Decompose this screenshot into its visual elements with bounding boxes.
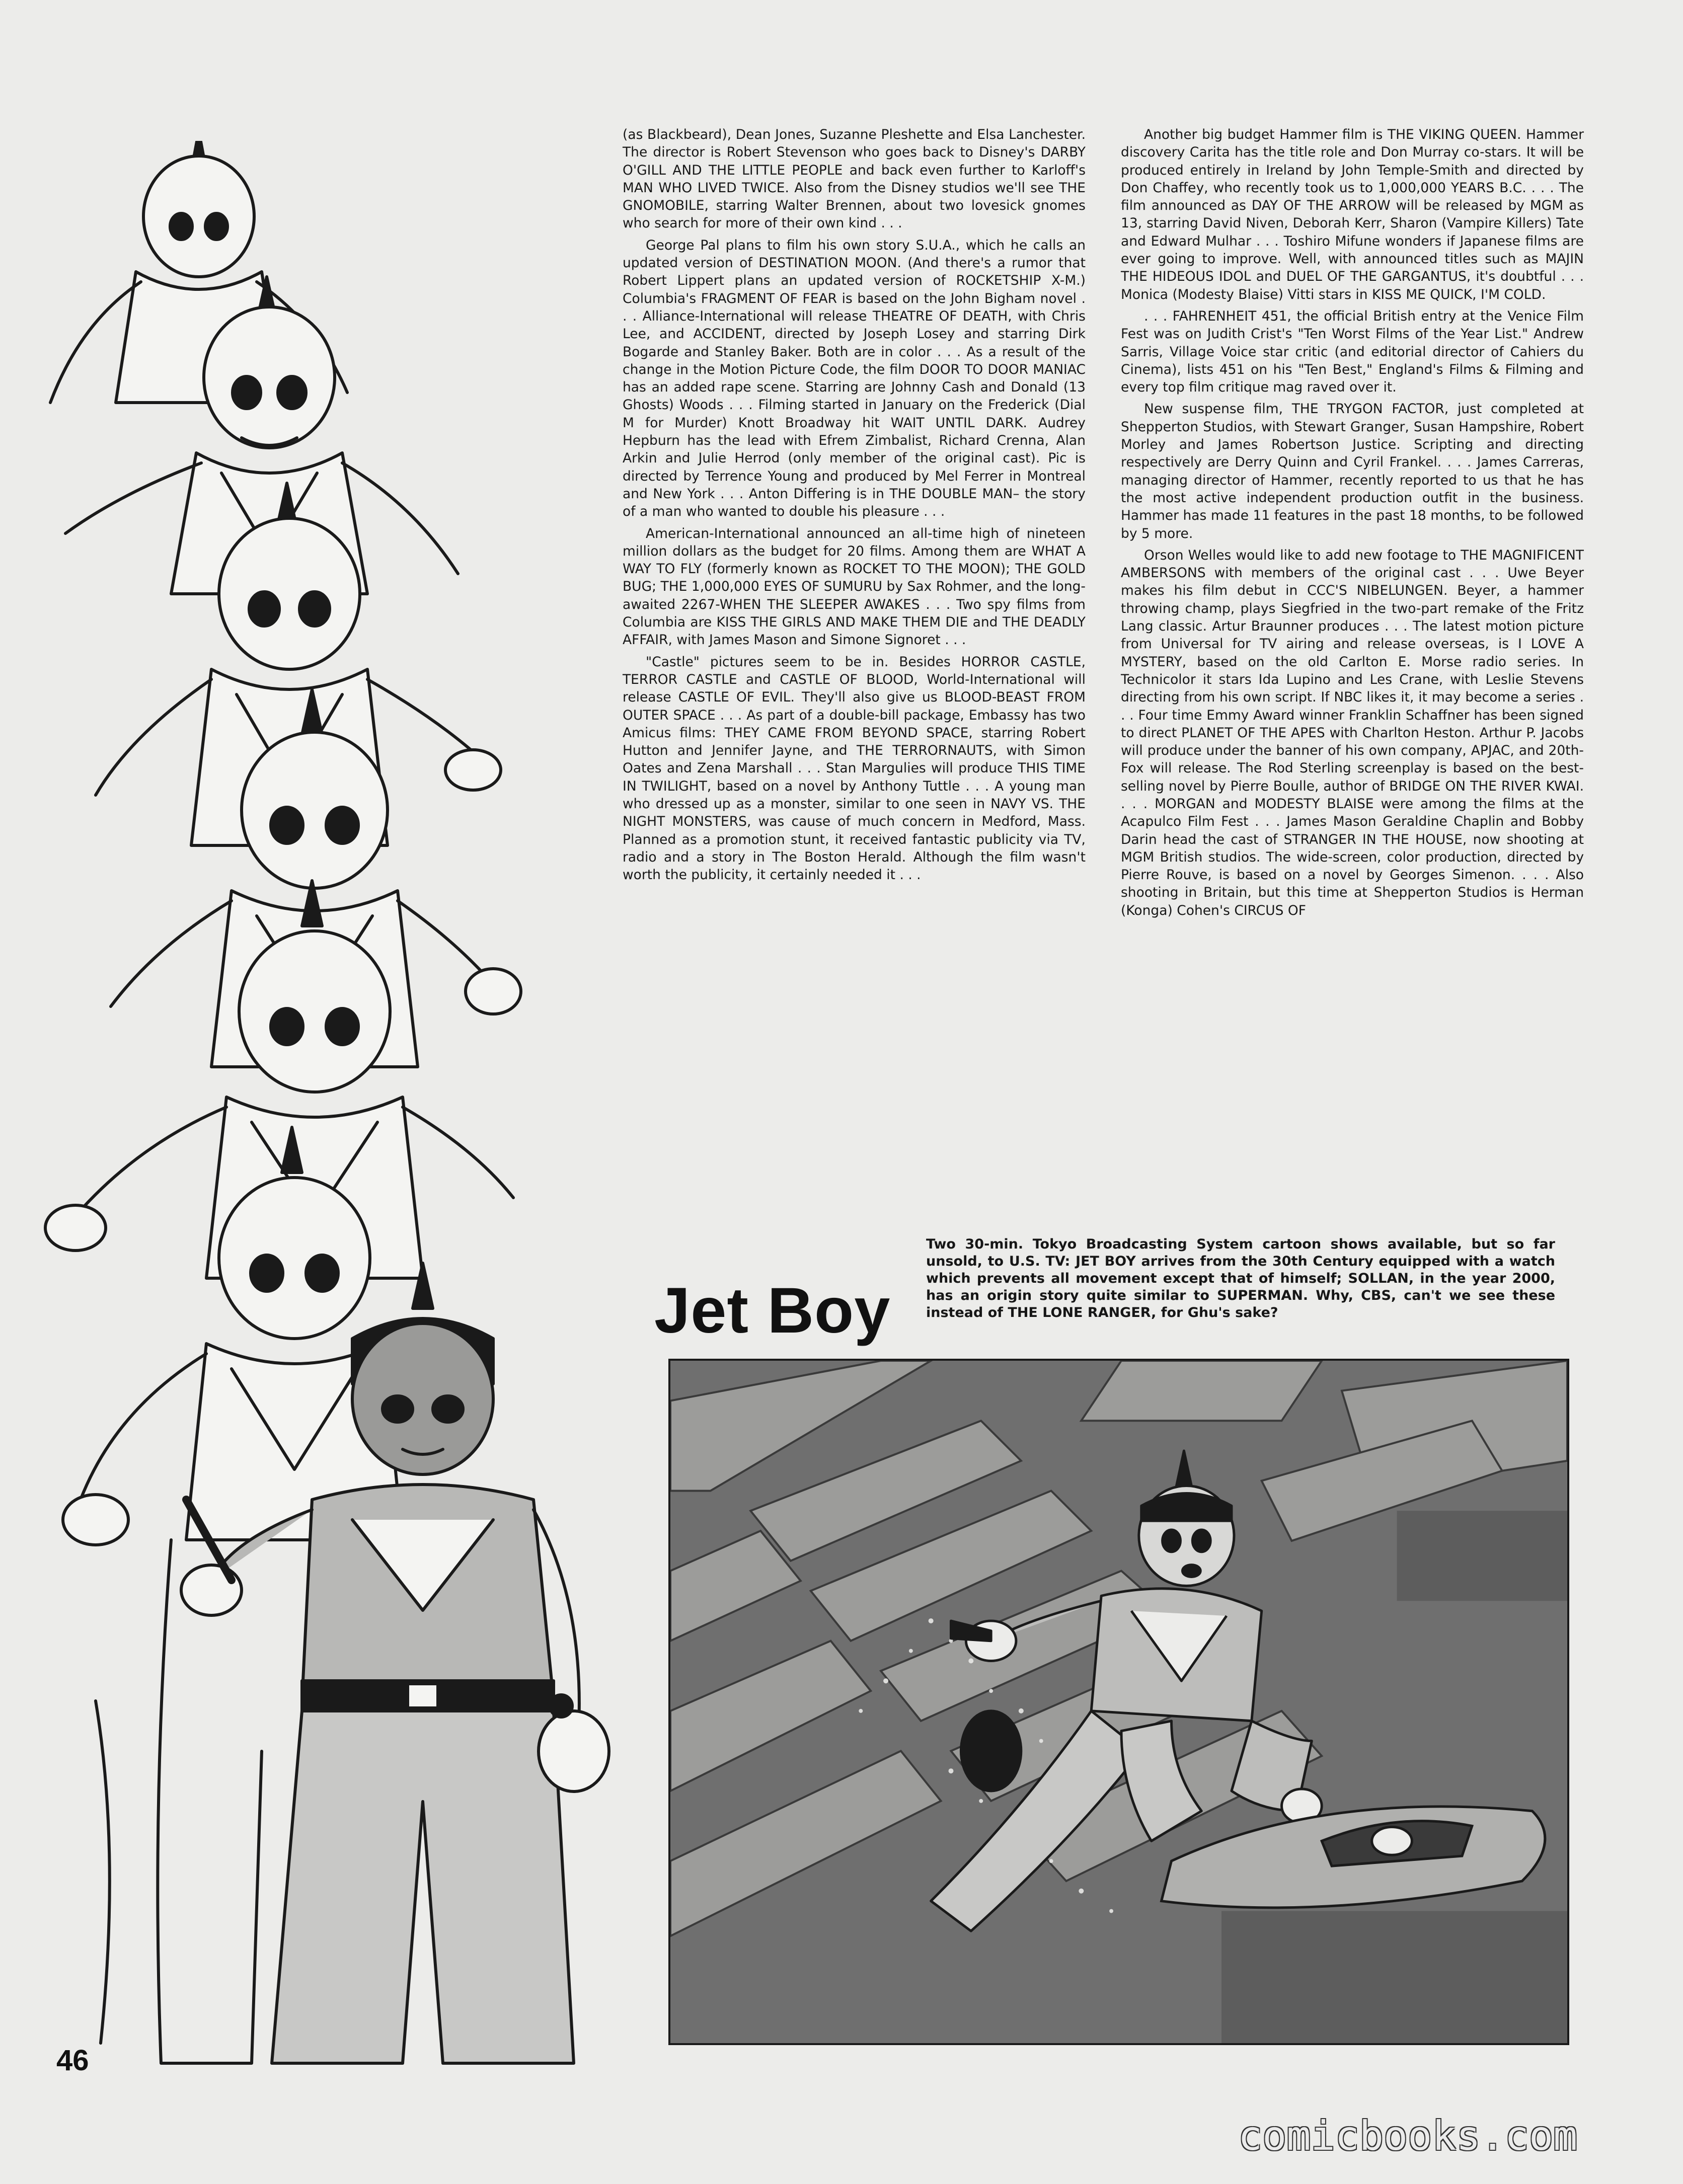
- article-paragraph: American-International announced an all-time high of nineteen million dollars as the budget for 20 films. Among them are WHAT A WAY TO FLY (formerly known as ROCKET TO THE MOON); THE GOLD BUG; THE 1,000,000 EYES OF SUMURU by Sax Rohmer, and the long-awaited 2267-WHEN THE SLEEPER AWAKES . . . Two spy films from Columbia are KISS THE GIRLS AND MAKE THEM DIE and THE DEADLY AFFAIR, with James Mason and Simone Signoret . . .: [623, 525, 1086, 648]
- page-number: 46: [56, 2044, 89, 2077]
- article-column-1: [623, 126, 1086, 1223]
- jet-boy-sequence-svg: [20, 141, 624, 2088]
- jet-boy-photo-svg: [670, 1361, 1567, 2043]
- article-paragraph: "Castle" pictures seem to be in. Besides HORROR CASTLE, TERROR CASTLE and CASTLE OF BLOOD, World-International will release CASTLE OF EVIL. They'll also give us BLOOD-BEAST FROM OUTER SPACE . . . As part of a double-bill package, Embassy has two Amicus films: THEY CAME FROM BEYOND SPACE, starring Robert Hutton and Jennifer Jayne, and THE TERRORNAUTS, with Simon Oates and Zena Marshall . . . Stan Margulies will produce THIS TIME IN TWILIGHT, based on a novel by Anthony Tuttle . . . A young man who dressed up as a monster, similar to one seen in NAVY VS. THE NIGHT MONSTERS, was cause of much concern in Medford, Mass. Planned as a promotion stunt, it received fantastic publicity via TV, radio and a story in The Boston Herald. Although the film wasn't worth the publicity, it certainly needed it . . .: [623, 654, 1086, 883]
- article-paragraph: New suspense film, THE TRYGON FACTOR, just completed at Shepperton Studios, with Stewart Granger, Susan Hampshire, Robert Morley and James Robertson Justice. Scripting and directing respectively are Derry Quinn and Cyril Frankel. . . . James Carreras, managing director of Hammer, recently reported to us that he has the most active independent production outfit in the business. Hammer has made 11 features in the past 18 months, to be followed by 5 more.: [1121, 401, 1584, 541]
- article-paragraph: . . . FAHRENHEIT 451, the official British entry at the Venice Film Fest was on Judith Crist's "Ten Worst Films of the Year List." Andrew Sarris, Village Voice star critic (and editorial director of Cahiers du Cinema), lists 451 on his "Ten Best," England's Films & Filming and every top film critique mag raved over it.: [1121, 308, 1584, 396]
- feature-caption: Two 30-min. Tokyo Broadcasting System cartoon shows available, but so far unsold, to U.S. TV: JET BOY arrives from the 30th Century equipped with a watch which prevents all movement except that of himself; SOLLAN, in the year 2000, has an origin story quite similar to SUPERMAN. Why, CBS, can't we see these instead of THE LONE RANGER, for Ghu's sake?: [926, 1236, 1555, 1320]
- site-watermark: comicbooks.com: [1238, 2113, 1578, 2159]
- jet-boy-sequence-illustration: [20, 141, 624, 2088]
- jet-boy-photo: [668, 1359, 1569, 2045]
- article-paragraph: Another big budget Hammer film is THE VIKING QUEEN. Hammer discovery Carita has the title role and Don Murray co-stars. It will be produced entirely in Ireland by John Temple-Smith and directed by Don Chaffey, who recently took us to 1,000,000 YEARS B.C. . . . The film announced as DAY OF THE ARROW will be released by MGM as 13, starring David Niven, Deborah Kerr, Sharon (Vampire Killers) Tate and Edward Mulhar . . . Toshiro Mifune wonders if Japanese films are ever going to improve. Well, with announced titles such as MAJIN THE HIDEOUS IDOL and DUEL OF THE GARGANTUS, it's doubtful . . . Monica (Modesty Blaise) Vitti stars in KISS ME QUICK, I'M COLD.: [1121, 127, 1584, 302]
- article-column-2: [1121, 126, 1584, 1223]
- article-paragraph: (as Blackbeard), Dean Jones, Suzanne Pleshette and Elsa Lanchester. The director is Robert Stevenson who goes back to Disney's DARBY O'GILL AND THE LITTLE PEOPLE and back even further to Karloff's MAN WHO LIVED TWICE. Also from the Disney studios we'll see THE GNOMOBILE, starring Walter Brennen, about two lovesick gnomes who search for more of their own kind . . .: [623, 127, 1086, 231]
- article-paragraph: George Pal plans to film his own story S.U.A., which he calls an updated version of DESTINATION MOON. (And there's a rumor that Robert Lippert plans an updated version of ROCKETSHIP X-M.) Columbia's FRAGMENT OF FEAR is based on the John Bigham novel . . . Alliance-International will release THEATRE OF DEATH, with Chris Lee, and ACCIDENT, directed by Joseph Losey and starring Dirk Bogarde and Stanley Baker. Both are in color . . . As a result of the change in the Motion Picture Code, the film DOOR TO DOOR MANIAC has an added rape scene. Starring are Johnny Cash and Donald (13 Ghosts) Woods . . . Filming started in January on the Frederick (Dial M for Murder) Knott Broadway hit WAIT UNTIL DARK. Audrey Hepburn has the lead with Efrem Zimbalist, Richard Crenna, Alan Arkin and Julie Herrod (only member of the original cast). Pic is directed by Terrence Young and produced by Mel Ferrer in Montreal and New York . . . Anton Differing is in THE DOUBLE MAN– the story of a man who wanted to double his pleasure . . .: [623, 237, 1086, 520]
- feature-title: Jet Boy: [654, 1275, 891, 1347]
- article-paragraph: Orson Welles would like to add new footage to THE MAGNIFICENT AMBERSONS with members of the original cast . . . Uwe Beyer makes his film debut in CCC'S NIBELUNGEN. Beyer, a hammer throwing champ, plays Siegfried in the two-part remake of the Fritz Lang classic. Artur Braunner produces . . . The latest motion picture from Universal for TV airing and release overseas, is I LOVE A MYSTERY, based on the old Carlton E. Morse radio series. In Technicolor it stars Ida Lupino and Les Crane, with Leslie Stevens directing from his own script. If NBC likes it, it may become a series . . . Four time Emmy Award winner Franklin Schaffner has been signed to direct PLANET OF THE APES with Charlton Heston. Arthur P. Jacobs will produce under the banner of his own company, APJAC, and 20th-Fox will release. The Rod Sterling screenplay is based on the best-selling novel by Pierre Boulle, author of BRIDGE ON THE RIVER KWAI. . . . MORGAN and MODESTY BLAISE were among the films at the Acapulco Film Fest . . . James Mason Geraldine Chaplin and Bobby Darin head the cast of STRANGER IN THE HOUSE, now shooting at MGM British studios. The wide-screen, color production, directed by Pierre Rouve, is based on a novel by Georges Simenon. . . . Also shooting in Britain, but this time at Shepperton Studios is Herman (Konga) Cohen's CIRCUS OF: [1121, 547, 1584, 918]
